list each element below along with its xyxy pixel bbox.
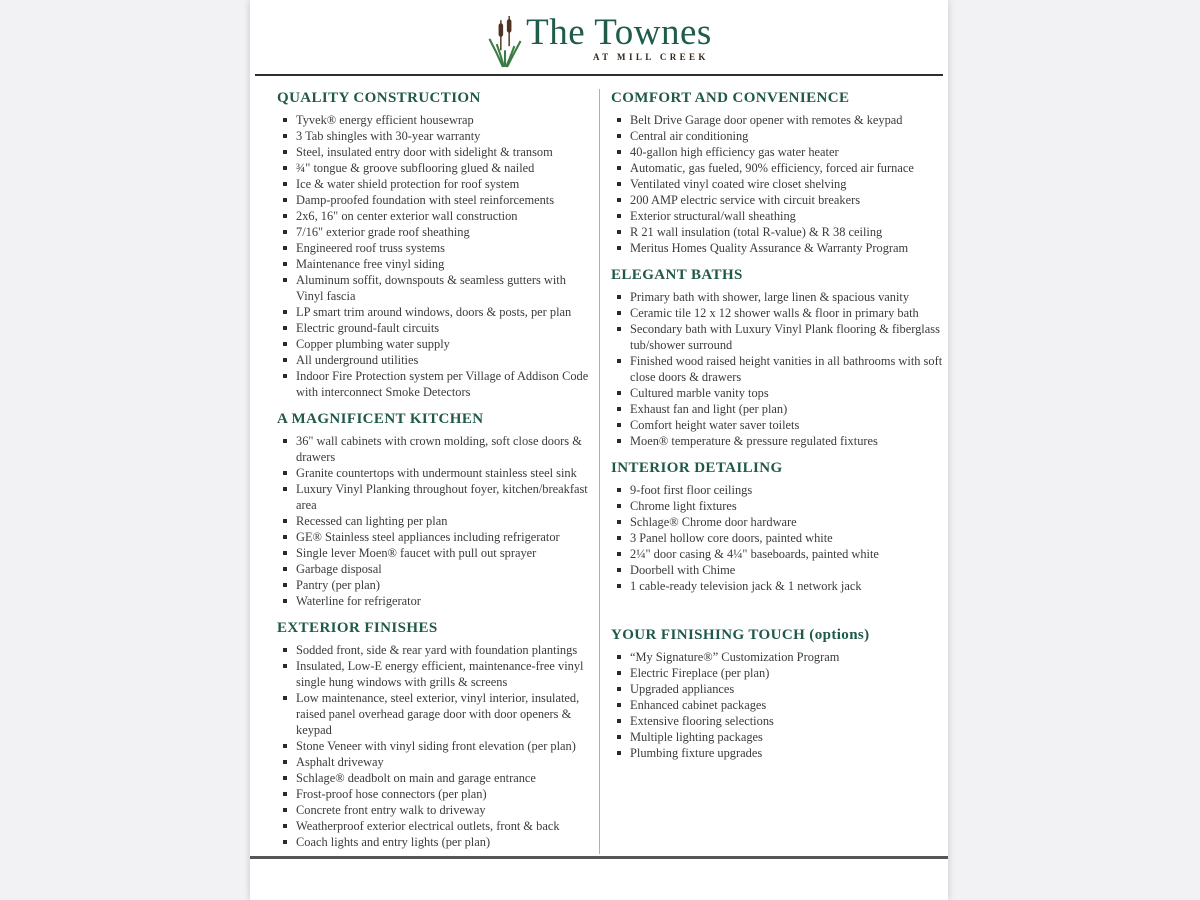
bullet-icon (616, 240, 630, 256)
logo (486, 5, 712, 69)
feature-item (616, 649, 944, 665)
feature-item-text: 1 cable-ready television jack & 1 network jack (630, 579, 862, 593)
feature-item-text: 40-gallon high efficiency gas water heater (630, 145, 839, 159)
feature-item (616, 289, 944, 305)
bullet-icon (616, 160, 630, 176)
bullet-icon (282, 738, 296, 754)
feature-item (616, 681, 944, 697)
feature-item-text: LP smart trim around windows, doors & posts, per plan (296, 305, 572, 319)
bullet-icon (282, 513, 296, 529)
bullet-icon (616, 433, 630, 449)
feature-list (611, 289, 944, 449)
feature-item (282, 577, 593, 593)
bullet-icon (616, 697, 630, 713)
feature-item (282, 834, 593, 850)
feature-item-text: Frost-proof hose connectors (per plan) (296, 787, 487, 801)
feature-list (277, 642, 593, 850)
feature-item (616, 562, 944, 578)
feature-item (282, 208, 593, 224)
feature-item-text: 3 Panel hollow core doors, painted white (630, 531, 833, 545)
feature-item-text: 7/16" exterior grade roof sheathing (296, 225, 470, 239)
feature-item-text: Engineered roof truss systems (296, 241, 446, 255)
bullet-icon (616, 144, 630, 160)
feature-item-text: Comfort height water saver toilets (630, 418, 800, 432)
feature-item (282, 561, 593, 577)
feature-item-text: Automatic, gas fueled, 90% efficiency, forced air furnace (630, 161, 914, 175)
feature-item (616, 321, 944, 353)
feature-item (616, 160, 944, 176)
bullet-icon (282, 802, 296, 818)
feature-item (616, 128, 944, 144)
bullet-icon (282, 128, 296, 144)
feature-item (282, 272, 593, 304)
feature-item (282, 802, 593, 818)
feature-item (616, 240, 944, 256)
feature-list (611, 112, 944, 256)
bullet-icon (282, 642, 296, 658)
logo-title: The Townes (526, 12, 712, 53)
feature-item-text: 200 AMP electric service with circuit breakers (630, 193, 861, 207)
feature-item-text: Ventilated vinyl coated wire closet shelving (630, 177, 847, 191)
feature-item-text: Finished wood raised height vanities in all bathrooms with soft close doors & drawers (630, 354, 943, 384)
feature-item (282, 112, 593, 128)
bullet-icon (616, 482, 630, 498)
feature-item-text: Stone Veneer with vinyl siding front elevation (per plan) (296, 739, 576, 753)
bullet-icon (282, 545, 296, 561)
bullet-icon (616, 192, 630, 208)
feature-item (282, 192, 593, 208)
section-heading: ELEGANT BATHS (611, 267, 743, 283)
feature-item (282, 368, 593, 400)
feature-item-text: Weatherproof exterior electrical outlets, front & back (296, 819, 560, 833)
feature-item (282, 224, 593, 240)
feature-item-text: Chrome light fixtures (630, 499, 737, 513)
feature-item (282, 352, 593, 368)
feature-item (616, 697, 944, 713)
feature-item (616, 144, 944, 160)
bullet-icon (282, 481, 296, 513)
feature-item (282, 304, 593, 320)
feature-item-text: Extensive flooring selections (630, 714, 774, 728)
bullet-icon (282, 770, 296, 786)
feature-item (282, 738, 593, 754)
bullet-icon (616, 713, 630, 729)
bullet-icon (616, 128, 630, 144)
feature-item (282, 642, 593, 658)
bullet-icon (282, 352, 296, 368)
bullet-icon (616, 681, 630, 697)
bullet-icon (616, 321, 630, 353)
feature-item (282, 690, 593, 738)
section-heading: COMFORT AND CONVENIENCE (611, 90, 850, 106)
feature-item-text: Ice & water shield protection for roof system (296, 177, 520, 191)
feature-item-text: 2¼" door casing & 4¼" baseboards, painted white (630, 547, 879, 561)
feature-item-text: “My Signature®” Customization Program (630, 650, 840, 664)
feature-section (277, 410, 593, 609)
feature-item (616, 713, 944, 729)
feature-item (282, 336, 593, 352)
feature-item (616, 353, 944, 385)
bottom-rule (250, 856, 948, 859)
feature-item (616, 208, 944, 224)
feature-item-text: Low maintenance, steel exterior, vinyl interior, insulated, raised panel overhead garage door with door openers & keypad (296, 691, 580, 737)
feature-item (282, 658, 593, 690)
feature-item (616, 305, 944, 321)
bullet-icon (282, 256, 296, 272)
feature-item (616, 498, 944, 514)
left-column (250, 89, 599, 854)
bullet-icon (282, 690, 296, 738)
feature-item-text: Exterior structural/wall sheathing (630, 209, 796, 223)
feature-item-text: Pantry (per plan) (296, 578, 380, 592)
feature-section (277, 89, 593, 400)
feature-item-text: 3 Tab shingles with 30-year warranty (296, 129, 481, 143)
feature-item-text: Upgraded appliances (630, 682, 735, 696)
feature-item-text: Coach lights and entry lights (per plan) (296, 835, 491, 849)
bullet-icon (616, 530, 630, 546)
bullet-icon (616, 745, 630, 761)
feature-item (282, 513, 593, 529)
bullet-icon (282, 529, 296, 545)
feature-item-text: Meritus Homes Quality Assurance & Warranty Program (630, 241, 909, 255)
feature-item (282, 770, 593, 786)
bullet-icon (282, 144, 296, 160)
bullet-icon (282, 320, 296, 336)
bullet-icon (616, 208, 630, 224)
feature-item-text: 2x6, 16" on center exterior wall construction (296, 209, 518, 223)
bullet-icon (616, 305, 630, 321)
bullet-icon (282, 465, 296, 481)
bullet-icon (282, 658, 296, 690)
feature-item (616, 401, 944, 417)
feature-item (282, 240, 593, 256)
feature-section (611, 266, 944, 449)
bullet-icon (616, 417, 630, 433)
feature-item (616, 745, 944, 761)
feature-item (616, 482, 944, 498)
feature-item (282, 176, 593, 192)
feature-item (282, 545, 593, 561)
feature-item-text: Concrete front entry walk to driveway (296, 803, 486, 817)
feature-item-text: Aluminum soffit, downspouts & seamless gutters with Vinyl fascia (296, 273, 566, 303)
right-column (599, 89, 948, 854)
feature-item-text: R 21 wall insulation (total R-value) & R 38 ceiling (630, 225, 883, 239)
feature-list (611, 649, 944, 761)
feature-item (616, 112, 944, 128)
feature-item (282, 754, 593, 770)
feature-item-text: Steel, insulated entry door with sidelight & transom (296, 145, 553, 159)
section-heading: EXTERIOR FINISHES (277, 620, 438, 636)
feature-item-text: Garbage disposal (296, 562, 382, 576)
bullet-icon (616, 729, 630, 745)
bullet-icon (616, 546, 630, 562)
section-heading: A MAGNIFICENT KITCHEN (277, 411, 484, 427)
feature-item-text: Tyvek® energy efficient housewrap (296, 113, 474, 127)
feature-item-text: Granite countertops with undermount stainless steel sink (296, 466, 577, 480)
feature-item (616, 729, 944, 745)
content (250, 76, 948, 854)
feature-item-text: Insulated, Low-E energy efficient, maintenance-free vinyl single hung windows with grills & screens (296, 659, 584, 689)
bullet-icon (616, 514, 630, 530)
bullet-icon (616, 176, 630, 192)
feature-section (611, 89, 944, 256)
feature-list (277, 433, 593, 609)
feature-item (616, 176, 944, 192)
bullet-icon (282, 336, 296, 352)
feature-item (616, 530, 944, 546)
feature-item (616, 665, 944, 681)
feature-item (282, 433, 593, 465)
feature-item-text: Cultured marble vanity tops (630, 386, 769, 400)
feature-item-text: All underground utilities (296, 353, 419, 367)
feature-item (282, 593, 593, 609)
feature-item (616, 514, 944, 530)
feature-item (616, 546, 944, 562)
feature-section (611, 626, 944, 761)
feature-item (616, 433, 944, 449)
bullet-icon (616, 578, 630, 594)
bullet-icon (282, 433, 296, 465)
bullet-icon (282, 192, 296, 208)
cattail-icon (486, 15, 524, 69)
feature-item-text: Sodded front, side & rear yard with foundation plantings (296, 643, 578, 657)
feature-item-text: Asphalt driveway (296, 755, 384, 769)
feature-item-text: Electric Fireplace (per plan) (630, 666, 770, 680)
feature-item (282, 529, 593, 545)
feature-item (282, 818, 593, 834)
feature-item-text: 9-foot first floor ceilings (630, 483, 753, 497)
bullet-icon (282, 112, 296, 128)
bullet-icon (616, 112, 630, 128)
feature-item-text: Single lever Moen® faucet with pull out sprayer (296, 546, 537, 560)
feature-section (611, 459, 944, 594)
feature-item (282, 160, 593, 176)
bullet-icon (282, 208, 296, 224)
bullet-icon (616, 401, 630, 417)
bullet-icon (282, 368, 296, 400)
bullet-icon (616, 649, 630, 665)
bullet-icon (282, 834, 296, 850)
feature-item (616, 417, 944, 433)
bullet-icon (616, 289, 630, 305)
bullet-icon (616, 385, 630, 401)
feature-item (282, 128, 593, 144)
bullet-icon (282, 786, 296, 802)
feature-item-text: Copper plumbing water supply (296, 337, 450, 351)
feature-item-text: Plumbing fixture upgrades (630, 746, 763, 760)
bullet-icon (282, 272, 296, 304)
feature-item-text: Ceramic tile 12 x 12 shower walls & floor in primary bath (630, 306, 919, 320)
bullet-icon (282, 561, 296, 577)
feature-item-text: Schlage® deadbolt on main and garage entrance (296, 771, 536, 785)
section-heading: INTERIOR DETAILING (611, 460, 783, 476)
bullet-icon (282, 176, 296, 192)
feature-item-text: ¾" tongue & groove subflooring glued & nailed (296, 161, 535, 175)
feature-section (277, 619, 593, 850)
feature-item-text: Indoor Fire Protection system per Village of Addison Code with interconnect Smoke Detectors (296, 369, 589, 399)
feature-item-text: Exhaust fan and light (per plan) (630, 402, 788, 416)
feature-list (277, 112, 593, 400)
bullet-icon (616, 665, 630, 681)
feature-item-text: Secondary bath with Luxury Vinyl Plank flooring & fiberglass tub/shower surround (630, 322, 940, 352)
bullet-icon (616, 224, 630, 240)
bullet-icon (282, 240, 296, 256)
feature-item-text: GE® Stainless steel appliances including refrigerator (296, 530, 560, 544)
feature-item (616, 224, 944, 240)
feature-item-text: Luxury Vinyl Planking throughout foyer, kitchen/breakfast area (296, 482, 588, 512)
feature-item (282, 786, 593, 802)
feature-item-text: Enhanced cabinet packages (630, 698, 767, 712)
feature-item-text: Primary bath with shower, large linen & spacious vanity (630, 290, 910, 304)
bullet-icon (616, 498, 630, 514)
feature-item (616, 192, 944, 208)
bullet-icon (282, 818, 296, 834)
bullet-icon (282, 754, 296, 770)
header (250, 0, 948, 74)
feature-item-text: Maintenance free vinyl siding (296, 257, 445, 271)
bullet-icon (616, 353, 630, 385)
bullet-icon (282, 224, 296, 240)
logo-subtitle: AT MILL CREEK (592, 52, 709, 62)
feature-list (611, 482, 944, 594)
bullet-icon (616, 562, 630, 578)
feature-item-text: Damp-proofed foundation with steel reinforcements (296, 193, 555, 207)
logo-text (526, 5, 712, 62)
feature-item (282, 320, 593, 336)
bullet-icon (282, 160, 296, 176)
feature-item-text: Schlage® Chrome door hardware (630, 515, 797, 529)
feature-item-text: Multiple lighting packages (630, 730, 763, 744)
feature-item-text: Moen® temperature & pressure regulated fixtures (630, 434, 878, 448)
bullet-icon (282, 577, 296, 593)
feature-item (282, 256, 593, 272)
feature-item (616, 385, 944, 401)
feature-sheet-page (250, 0, 948, 900)
feature-item-text: 36" wall cabinets with crown molding, soft close doors & drawers (296, 434, 582, 464)
feature-item (282, 481, 593, 513)
feature-item (616, 578, 944, 594)
feature-item-text: Electric ground-fault circuits (296, 321, 440, 335)
feature-item (282, 465, 593, 481)
feature-item-text: Waterline for refrigerator (296, 594, 421, 608)
feature-item-text: Central air conditioning (630, 129, 749, 143)
bullet-icon (282, 304, 296, 320)
bullet-icon (282, 593, 296, 609)
feature-item-text: Recessed can lighting per plan (296, 514, 448, 528)
section-heading: YOUR FINISHING TOUCH (options) (611, 627, 870, 643)
feature-item-text: Doorbell with Chime (630, 563, 736, 577)
feature-item-text: Belt Drive Garage door opener with remotes & keypad (630, 113, 903, 127)
section-heading: QUALITY CONSTRUCTION (277, 90, 481, 106)
feature-item (282, 144, 593, 160)
